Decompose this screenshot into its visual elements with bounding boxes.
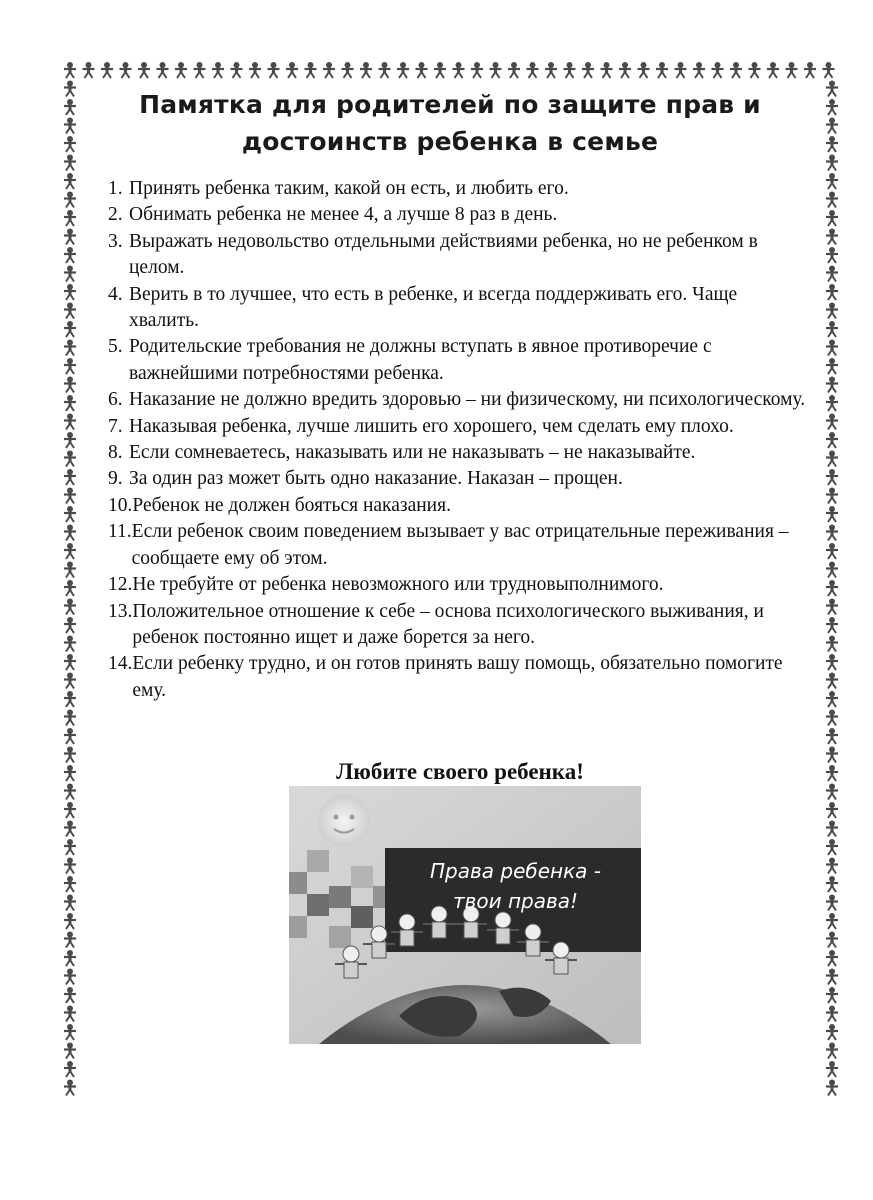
border-figure-icon <box>826 913 838 929</box>
border-figure-icon <box>826 747 838 763</box>
list-item <box>108 466 808 492</box>
border-figure-icon <box>64 488 76 504</box>
border-figure-icon <box>826 1043 838 1059</box>
border-figure-icon <box>64 155 76 171</box>
border-figure-icon <box>64 321 76 337</box>
border-figure-icon <box>64 876 76 892</box>
border-figure-icon <box>64 210 76 226</box>
border-figure-icon <box>64 229 76 245</box>
border-figure-icon <box>64 673 76 689</box>
border-figure-icon <box>826 469 838 485</box>
border-figure-icon <box>826 451 838 467</box>
item-text: Обнимать ребенка не менее 4, а лучше 8 раз в день. <box>129 204 558 226</box>
border-figure-icon <box>826 839 838 855</box>
border-figure-icon <box>64 802 76 818</box>
border-figure-icon <box>730 62 742 78</box>
border-figure-icon <box>826 895 838 911</box>
border-figure-icon <box>826 173 838 189</box>
border-figure-icon <box>64 432 76 448</box>
border-figure-icon <box>826 229 838 245</box>
border-figure-icon <box>416 62 428 78</box>
border-figure-icon <box>826 488 838 504</box>
border-figure-icon <box>826 118 838 134</box>
border-figure-icon <box>64 1061 76 1077</box>
border-figure-icon <box>64 728 76 744</box>
list-item <box>108 651 808 704</box>
border-figure-icon <box>826 284 838 300</box>
border-figure-icon <box>64 580 76 596</box>
border-figure-icon <box>582 62 594 78</box>
caption-line-1: Права ребенка - <box>429 859 601 883</box>
border-figure-icon <box>64 99 76 115</box>
list-item <box>108 572 808 598</box>
border-figure-icon <box>826 802 838 818</box>
border-figure-icon <box>693 62 705 78</box>
border-figure-icon <box>64 562 76 578</box>
border-figure-icon <box>64 821 76 837</box>
border-figure-icon <box>64 710 76 726</box>
border-figure-icon <box>826 950 838 966</box>
caption-line-2: твои права! <box>452 889 579 913</box>
border-figure-icon <box>545 62 557 78</box>
page-title: Памятка для родителей по защите прав и достоинств ребенка в семье <box>139 90 761 156</box>
border-figure-icon <box>64 617 76 633</box>
border-figure-icon <box>826 987 838 1003</box>
border-figure-icon <box>826 932 838 948</box>
border-figure-icon <box>64 987 76 1003</box>
border-figure-icon <box>749 62 761 78</box>
border-figure-icon <box>64 377 76 393</box>
border-figure-icon <box>767 62 779 78</box>
border-figure-icon <box>360 62 372 78</box>
border-figure-icon <box>64 81 76 97</box>
border-figure-icon <box>826 99 838 115</box>
item-text: Положительное отношение к себе – основа психологического выживания, и ребенок постоянно ищет и даже борется за него. <box>132 600 764 648</box>
border-figure-icon <box>64 340 76 356</box>
border-figure-icon <box>826 155 838 171</box>
list-item <box>108 493 808 519</box>
border-figure-icon <box>826 765 838 781</box>
border-figure-icon <box>64 303 76 319</box>
item-text: Если ребенок своим поведением вызывает у вас отрицательные переживания – сообщаете ему об этом. <box>131 521 789 569</box>
border-figure-icon <box>64 284 76 300</box>
border-figure-icon <box>101 62 113 78</box>
border-figure-icon <box>619 62 631 78</box>
border-figure-icon <box>826 266 838 282</box>
border-figure-icon <box>786 62 798 78</box>
border-figure-icon <box>826 1061 838 1077</box>
border-figure-icon <box>175 62 187 78</box>
list-item <box>108 440 808 466</box>
item-number: 6. <box>108 389 123 411</box>
border-figure-icon <box>826 821 838 837</box>
border-figure-icon <box>64 691 76 707</box>
border-figure-icon <box>64 747 76 763</box>
item-number: 14. <box>108 653 133 675</box>
border-figure-icon <box>826 192 838 208</box>
item-number: 8. <box>108 442 123 464</box>
border-figure-icon <box>249 62 261 78</box>
border-figure-icon <box>64 192 76 208</box>
border-figure-icon <box>64 950 76 966</box>
border-figure-icon <box>826 580 838 596</box>
border-figure-icon <box>64 969 76 985</box>
border-figure-icon <box>64 839 76 855</box>
border-figure-icon <box>508 62 520 78</box>
border-figure-icon <box>826 247 838 263</box>
border-figure-icon <box>64 506 76 522</box>
item-number: 9. <box>108 468 123 490</box>
border-figure-icon <box>286 62 298 78</box>
border-figure-icon <box>64 266 76 282</box>
item-number: 7. <box>108 415 123 437</box>
border-figure-icon <box>826 525 838 541</box>
border-figure-icon <box>826 136 838 152</box>
list-item <box>108 176 808 202</box>
border-figure-icon <box>826 617 838 633</box>
border-figure-icon <box>826 432 838 448</box>
border-figure-icon <box>826 81 838 97</box>
border-figure-icon <box>212 62 224 78</box>
border-figure-icon <box>64 784 76 800</box>
border-figure-icon <box>826 1024 838 1040</box>
border-figure-icon <box>268 62 280 78</box>
item-text: Принять ребенка таким, какой он есть, и любить его. <box>129 178 569 199</box>
border-figure-icon <box>64 1024 76 1040</box>
border-figure-icon <box>231 62 243 78</box>
border-figure-icon <box>826 691 838 707</box>
border-figure-icon <box>64 599 76 615</box>
border-figure-icon <box>342 62 354 78</box>
item-text: Выражать недовольство отдельными действиями ребенка, но не ребенком в целом. <box>129 230 758 279</box>
border-figure-icon <box>826 599 838 615</box>
border-figure-icon <box>64 1043 76 1059</box>
border-figure-icon <box>64 913 76 929</box>
border-figure-icon <box>157 62 169 78</box>
list-item <box>108 229 808 282</box>
border-figure-icon <box>434 62 446 78</box>
border-figure-icon <box>194 62 206 78</box>
item-text: Если сомневаетесь, наказывать или не наказывать – не наказывайте. <box>129 442 696 464</box>
item-number: 10. <box>108 494 133 516</box>
border-figure-icon <box>397 62 409 78</box>
item-number: 2. <box>108 204 123 226</box>
list-item <box>108 387 808 413</box>
border-figure-icon <box>83 62 95 78</box>
item-number: 4. <box>108 283 123 305</box>
border-figure-icon <box>64 451 76 467</box>
border-figure-icon <box>64 525 76 541</box>
border-figure-icon <box>379 62 391 78</box>
border-figure-icon <box>64 543 76 559</box>
border-figure-icon <box>826 1080 838 1096</box>
border-figure-icon <box>490 62 502 78</box>
border-figure-icon <box>656 62 668 78</box>
border-figure-icon <box>453 62 465 78</box>
border-figure-icon <box>64 358 76 374</box>
list-item <box>108 519 808 572</box>
list-item <box>108 599 808 652</box>
border-figure-icon <box>138 62 150 78</box>
rules-list <box>108 176 808 704</box>
border-figure-icon <box>826 543 838 559</box>
border-figure-icon <box>826 876 838 892</box>
border-figure-icon <box>826 728 838 744</box>
item-text: Если ребенку трудно, и он готов принять вашу помощь, обязательно помогите ему. <box>132 653 783 701</box>
border-figure-icon <box>712 62 724 78</box>
item-text: Наказание не должно вредить здоровью – ни физическому, ни психологическому. <box>129 389 806 411</box>
border-figure-icon <box>64 247 76 263</box>
border-figure-icon <box>826 340 838 356</box>
item-text: За один раз может быть одно наказание. Наказан – прощен. <box>129 468 623 490</box>
sun-icon <box>318 795 370 847</box>
border-figure-icon <box>64 858 76 874</box>
border-figure-icon <box>64 636 76 652</box>
border-figure-icon <box>826 784 838 800</box>
border-figure-icon <box>64 654 76 670</box>
item-number: 13. <box>108 600 133 622</box>
border-figure-icon <box>638 62 650 78</box>
border-figure-icon <box>323 62 335 78</box>
border-figure-icon <box>826 395 838 411</box>
border-figure-icon <box>64 1080 76 1096</box>
border-figure-icon <box>826 358 838 374</box>
list-item <box>108 414 808 440</box>
item-number: 1. <box>108 178 123 199</box>
item-text: Верить в то лучшее, что есть в ребенке, и всегда поддерживать его. Чаще хвалить. <box>129 283 738 332</box>
border-figure-icon <box>64 173 76 189</box>
border-figure-icon <box>675 62 687 78</box>
closing-slogan: Любите своего ребенка! <box>336 759 584 784</box>
item-text: Не требуйте от ребенка невозможного или трудновыполнимого. <box>132 574 664 596</box>
border-figure-icon <box>64 895 76 911</box>
border-figure-icon <box>601 62 613 78</box>
border-figure-icon <box>64 395 76 411</box>
border-figure-icon <box>826 654 838 670</box>
list-item <box>108 282 808 335</box>
border-figure-icon <box>527 62 539 78</box>
item-text: Ребенок не должен бояться наказания. <box>132 494 451 516</box>
border-figure-icon <box>826 636 838 652</box>
border-figure-icon <box>64 932 76 948</box>
item-text: Наказывая ребенка, лучше лишить его хорошего, чем сделать ему плохо. <box>129 415 734 437</box>
item-number: 12. <box>108 574 133 596</box>
border-figure-icon <box>804 62 816 78</box>
list-item <box>108 202 808 228</box>
border-figure-icon <box>64 414 76 430</box>
border-figure-icon <box>826 710 838 726</box>
border-figure-icon <box>826 303 838 319</box>
illustration-caption <box>398 856 633 916</box>
border-figure-icon <box>823 62 835 78</box>
border-figure-icon <box>64 469 76 485</box>
border-figure-icon <box>64 136 76 152</box>
border-figure-icon <box>826 210 838 226</box>
item-number: 5. <box>108 336 123 358</box>
border-figure-icon <box>826 414 838 430</box>
border-figure-icon <box>826 321 838 337</box>
border-figure-icon <box>305 62 317 78</box>
border-figure-icon <box>826 562 838 578</box>
border-figure-icon <box>64 765 76 781</box>
item-text: Родительские требования не должны вступать в явное противоречие с важнейшими потребностями ребенка. <box>129 336 712 384</box>
list-item <box>108 334 808 387</box>
border-figure-icon <box>826 506 838 522</box>
border-figure-icon <box>564 62 576 78</box>
border-figure-icon <box>64 1006 76 1022</box>
border-figure-icon <box>120 62 132 78</box>
border-figure-icon <box>826 673 838 689</box>
border-figure-icon <box>471 62 483 78</box>
border-figure-icon <box>64 118 76 134</box>
border-figure-icon <box>826 377 838 393</box>
item-number: 3. <box>108 230 123 252</box>
border-figure-icon <box>826 1006 838 1022</box>
border-figure-icon <box>826 858 838 874</box>
item-number: 11. <box>108 521 132 543</box>
border-figure-icon <box>826 969 838 985</box>
border-figure-icon <box>64 62 76 78</box>
